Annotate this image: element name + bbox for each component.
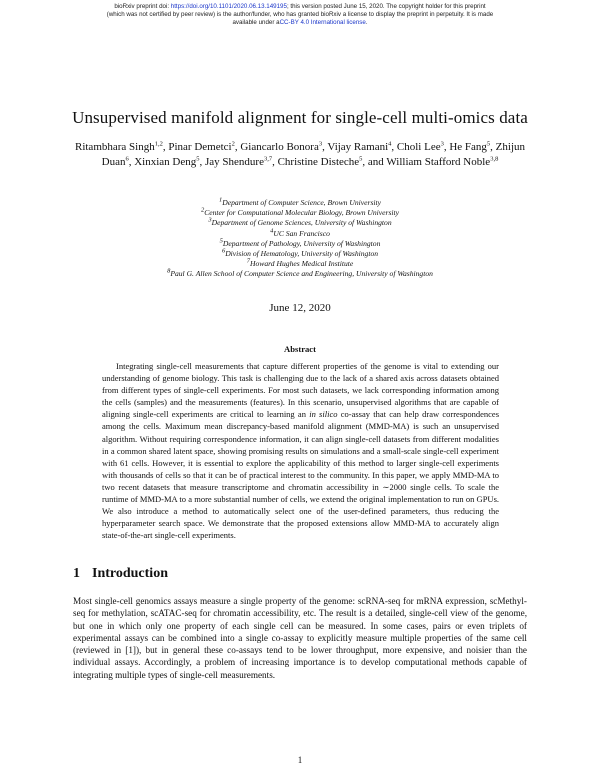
abstract-text [102,360,499,541]
section-title: Introduction [92,566,168,581]
license-link[interactable]: CC-BY 4.0 International license [279,19,366,27]
affiliation-text: Paul G. Allen School of Computer Science and Engineering, University of Washington [170,269,433,279]
section-heading [73,566,168,582]
paper-title: Unsupervised manifold alignment for single-cell multi-omics data [72,108,528,127]
author-affiliation-marker: 3,7 [263,155,273,163]
author-affiliation-marker: 3 [318,140,323,148]
author-list [60,140,540,170]
author-name: Vijay Ramani [327,141,389,153]
affiliation-item [60,259,540,269]
author-separator: , [443,141,450,153]
affiliation-marker: 4 [270,227,274,235]
author-affiliation-marker: 3,8 [490,155,499,163]
affiliation-marker: 1 [219,196,223,204]
affiliation-marker: 7 [246,257,250,265]
author-affiliation-marker: 2 [231,140,235,148]
author-separator: , [162,141,169,153]
author-separator: , [234,141,241,153]
banner-line-3 [0,19,600,27]
publication-date: June 12, 2020 [269,302,331,314]
author-separator: , [391,141,397,153]
author-name: Pinar Demetci [168,141,232,153]
affiliation-text: Department of Pathology, University of Washington [222,238,381,248]
author-name: Jay Shendure [205,156,264,168]
affiliation-item [60,218,540,228]
affiliation-marker: 8 [167,267,171,275]
author-separator: , [490,141,496,153]
author-separator: , [322,141,328,153]
affiliation-marker: 2 [200,206,205,214]
affiliation-text: UC San Francisco [273,228,330,238]
affiliation-item [60,208,540,218]
banner-text: bioRxiv preprint doi: [114,3,171,10]
author-affiliation-marker: 5 [486,140,491,148]
abstract-italic-term: in silico [309,409,338,420]
author-name: Giancarlo Bonora [240,141,319,153]
affiliation-item [60,269,540,279]
affiliation-item [60,249,540,259]
affiliation-text: Center for Computational Molecular Biology, Brown University [204,208,400,218]
banner-text: available under a [232,19,280,27]
affiliation-text: Division of Hematology, University of Washington [225,249,379,259]
author-affiliation-marker: 3 [440,140,444,148]
author-affiliation-marker: 1,2 [154,140,163,148]
affiliation-marker: 6 [221,247,226,255]
author-affiliation-marker: 4 [388,140,392,148]
banner-text: ; this version posted June 15, 2020. The copyright holder for this preprint [286,3,486,10]
banner-text: . [365,19,368,27]
affiliation-text: Department of Genome Sciences, University of Washington [211,218,392,228]
author-separator: , and [362,156,387,168]
author-separator: , [128,156,135,168]
section-number: 1 [73,566,80,581]
abstract-heading: Abstract [284,344,316,354]
author-affiliation-marker: 6 [125,155,129,163]
author-separator: , [199,156,205,168]
affiliation-text: Howard Hughes Medical Institute [249,259,354,269]
banner-line-2: (which was not certified by peer review) is the author/funder, who has granted bioRxiv a license to display the preprint in perpetuity. It is made [106,11,494,19]
affiliation-item [60,198,540,208]
affiliation-item [60,229,540,239]
affiliation-marker: 3 [208,216,212,224]
author-name: Zhijun Duan [101,141,526,168]
affiliation-item [60,239,540,249]
author-affiliation-marker: 5 [359,155,363,163]
affiliation-marker: 5 [219,237,223,245]
doi-link[interactable]: https://doi.org/10.1101/2020.06.13.149195 [170,3,287,10]
author-separator: , [272,156,278,168]
author-name: William Stafford Noble [386,156,491,168]
affiliation-list [60,198,540,280]
author-name: Ritambhara Singh [74,141,155,153]
preprint-banner [0,3,600,28]
author-affiliation-marker: 5 [196,155,200,163]
affiliation-text: Department of Computer Science, Brown University [222,198,381,207]
author-name: He Fang [449,141,487,153]
author-name: Christine Disteche [277,156,360,168]
author-name: Xinxian Deng [134,156,197,168]
intro-paragraph: Most single-cell genomics assays measure a single property of the genome: scRNA-seq for mRNA expression, scMethyl-seq for methylation, scATAC-seq for chromatin accessibility, etc. The result is a detailed, single-cell view of the genome, but one in which only one property of each single cell can be measured. In some cases, pairs or even triplets of experimental assays can be combined into a single co-assay to explicitly measure multiple properties of the same cell (reviewed in [1]), but in general these co-assays tend to be lower throughput, more expensive, and noisier than the individual assays. Accordingly, a problem of increasing importance is to develop computational methods capable of integrating multiple types of single-cell measurements. [73,596,527,680]
page-number: 1 [297,755,303,765]
banner-line-1 [0,3,600,11]
author-name: Choli Lee [396,141,441,153]
abstract-part: co-assay that can help draw correspondences among the cells. Maximum mean discrepancy-based manifold alignment (MMD-MA) is such an unsupervised algorithm. Without requiring correspondence information, it can align single-cell datasets from different modalities in a common shared latent space, showing promising results on simulations and a small-scale single-cell experiment with 61 cells. However, it is essential to explore the applicability of this method to larger single-cell experiments with thousands of cells so that it can be of practical interest to the community. In this paper, we apply MMD-MA to two recent datasets that measure transcriptome and chromatin accessibility in ∼2000 single cells. To scale the runtime of MMD-MA to a more substantial number of cells, we extend the original implementation to run on GPUs. We also introduce a method to automatically select one of the user-defined parameters, thus reducing the hyperparameter search space. We demonstrate that the proposed extensions allow MMD-MA to accurately align state-of-the-art single-cell experiments. [102,409,500,541]
abstract-part: Integrating single-cell measurements that capture different properties of the genome is vital to extending our understanding of genome biology. This task is challenging due to the lack of a shared axis across datasets obtained from different types of single-cell experiments. For most such datasets, we lack corresponding information among the cells (samples) and the measurements (features). In this scenario, unsupervised algorithms that are capable of aligning single-cell experiments are critical to learning an [102,361,499,420]
